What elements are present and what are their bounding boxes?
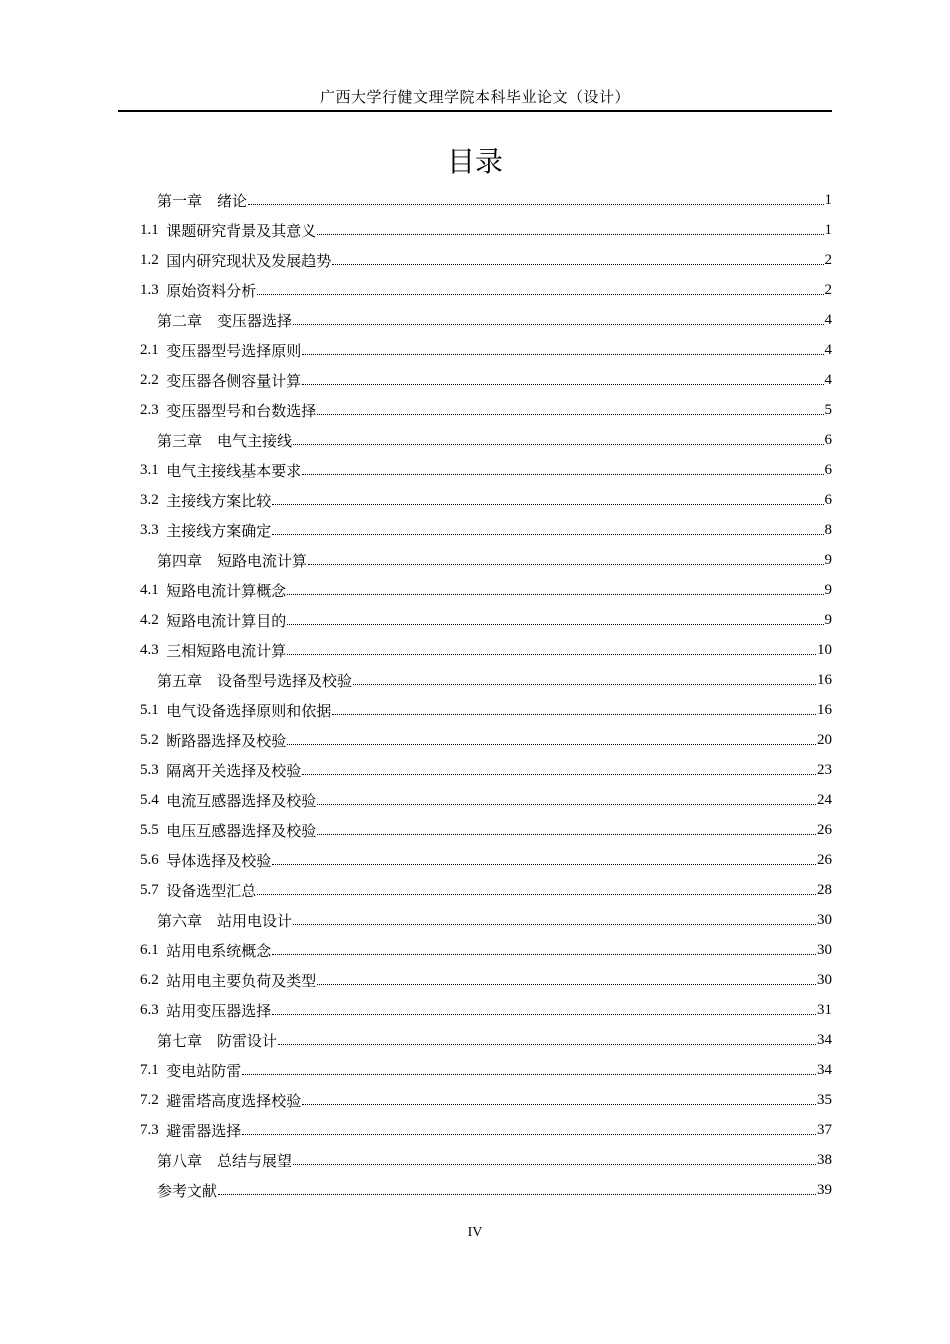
toc-dot-leader	[308, 563, 823, 565]
toc-entry-page: 30	[817, 911, 832, 928]
toc-dot-leader	[332, 713, 816, 715]
toc-dot-leader	[287, 623, 823, 625]
toc-section-entry[interactable]	[0, 635, 950, 665]
toc-entry-page: 6	[824, 461, 832, 478]
toc-entry-title: 避雷器选择	[166, 1123, 242, 1140]
toc-section-entry[interactable]	[0, 335, 950, 365]
toc-entry-number: 第六章	[157, 913, 218, 930]
toc-entry-number: 第五章	[157, 673, 218, 690]
toc-entry-number: 1.3	[140, 281, 167, 298]
toc-dot-leader	[317, 413, 823, 415]
toc-entry-title: 主接线方案确定	[166, 523, 272, 540]
toc-dot-leader	[272, 503, 823, 505]
toc-entry-title: 变压器选择	[217, 313, 293, 330]
toc-entry-number: 第二章	[157, 313, 218, 330]
toc-entry-page: 28	[817, 881, 832, 898]
toc-entry-page: 1	[824, 191, 832, 208]
toc-entry-page: 26	[817, 851, 832, 868]
toc-entry-page: 37	[817, 1121, 832, 1138]
toc-chapter-entry[interactable]	[0, 305, 950, 335]
toc-dot-leader	[242, 1073, 816, 1075]
toc-chapter-entry[interactable]	[0, 425, 950, 455]
toc-entry-number: 4.1	[140, 581, 167, 598]
toc-dot-leader	[293, 323, 823, 325]
toc-entry-number: 2.3	[140, 401, 167, 418]
toc-entry-number: 第一章	[157, 193, 218, 210]
toc-dot-leader	[317, 983, 816, 985]
toc-section-entry[interactable]	[0, 1115, 950, 1145]
toc-entry-title: 国内研究现状及发展趋势	[166, 253, 332, 270]
toc-entry-title: 短路电流计算概念	[166, 583, 287, 600]
toc-section-entry[interactable]	[0, 245, 950, 275]
toc-entry-title: 站用变压器选择	[166, 1003, 272, 1020]
toc-entry-number: 2.1	[140, 341, 167, 358]
toc-entry-number: 6.3	[140, 1001, 167, 1018]
toc-section-entry[interactable]	[0, 515, 950, 545]
page-number: IV	[467, 1225, 483, 1240]
toc-dot-leader	[317, 803, 816, 805]
toc-entry-number: 7.1	[140, 1061, 167, 1078]
toc-entry-title: 变压器各侧容量计算	[166, 373, 302, 390]
toc-entry-page: 4	[824, 371, 832, 388]
toc-dot-leader	[248, 203, 823, 205]
toc-chapter-entry[interactable]	[0, 665, 950, 695]
toc-entry-title: 防雷设计	[217, 1033, 278, 1050]
toc-entry-title: 短路电流计算目的	[166, 613, 287, 630]
toc-section-entry[interactable]	[0, 1085, 950, 1115]
toc-entry-page: 8	[824, 521, 832, 538]
toc-dot-leader	[287, 593, 823, 595]
toc-section-entry[interactable]	[0, 755, 950, 785]
toc-entry-title: 设备选型汇总	[166, 883, 257, 900]
toc-entry-number: 5.4	[140, 791, 167, 808]
toc-entry-title: 短路电流计算	[217, 553, 308, 570]
toc-entry-page: 9	[824, 611, 832, 628]
toc-dot-leader	[302, 1103, 816, 1105]
toc-entry-number: 1.2	[140, 251, 167, 268]
toc-chapter-entry[interactable]	[0, 1145, 950, 1175]
table-of-contents	[0, 185, 950, 1205]
toc-dot-leader	[272, 1013, 816, 1015]
toc-entry-title: 站用电设计	[217, 913, 293, 930]
toc-section-entry[interactable]	[0, 785, 950, 815]
toc-entry-title: 三相短路电流计算	[166, 643, 287, 660]
toc-entry-title: 站用电主要负荷及类型	[166, 973, 317, 990]
toc-entry-number: 5.3	[140, 761, 167, 778]
toc-section-entry[interactable]	[0, 995, 950, 1025]
toc-entry-title: 导体选择及校验	[166, 853, 272, 870]
toc-dot-leader	[257, 293, 823, 295]
toc-section-entry[interactable]	[0, 365, 950, 395]
toc-section-entry[interactable]	[0, 935, 950, 965]
toc-entry-page: 34	[817, 1061, 832, 1078]
toc-dot-leader	[302, 473, 823, 475]
toc-section-entry[interactable]	[0, 485, 950, 515]
toc-entry-title: 绪论	[217, 193, 248, 210]
toc-entry-title: 变电站防雷	[166, 1063, 242, 1080]
toc-section-entry[interactable]	[0, 965, 950, 995]
toc-dot-leader	[332, 263, 823, 265]
toc-entry-page: 39	[817, 1181, 832, 1198]
toc-dot-leader	[278, 1043, 816, 1045]
toc-entry-title: 主接线方案比较	[166, 493, 272, 510]
toc-dot-leader	[287, 743, 816, 745]
toc-dot-leader	[287, 653, 816, 655]
toc-dot-leader	[302, 353, 823, 355]
toc-chapter-entry[interactable]	[0, 1025, 950, 1055]
toc-dot-leader	[257, 893, 816, 895]
toc-entry-page: 1	[824, 221, 832, 238]
toc-dot-leader	[272, 533, 823, 535]
toc-entry-page: 38	[817, 1151, 832, 1168]
toc-dot-leader	[293, 923, 816, 925]
toc-entry-title: 课题研究背景及其意义	[166, 223, 317, 240]
toc-dot-leader	[242, 1133, 816, 1135]
toc-entry-page: 23	[817, 761, 832, 778]
toc-entry-title: 电气主接线基本要求	[166, 463, 302, 480]
toc-entry-title: 变压器型号选择原则	[166, 343, 302, 360]
toc-entry-number: 5.7	[140, 881, 167, 898]
toc-entry-number: 5.2	[140, 731, 167, 748]
toc-entry-page: 6	[824, 431, 832, 448]
running-header: 广西大学行健文理学院本科毕业论文（设计）	[319, 90, 630, 106]
toc-entry-title: 电气设备选择原则和依据	[166, 703, 332, 720]
toc-entry-number: 5.5	[140, 821, 167, 838]
toc-entry-title: 设备型号选择及校验	[217, 673, 353, 690]
toc-entry-title: 站用电系统概念	[166, 943, 272, 960]
toc-entry-number: 6.2	[140, 971, 167, 988]
toc-entry-title: 断路器选择及校验	[166, 733, 287, 750]
toc-dot-leader	[302, 383, 823, 385]
toc-entry-number: 5.6	[140, 851, 167, 868]
toc-entry-page: 31	[817, 1001, 832, 1018]
toc-dot-leader	[302, 773, 816, 775]
toc-entry-number: 7.2	[140, 1091, 167, 1108]
toc-entry-title: 变压器型号和台数选择	[166, 403, 317, 420]
toc-dot-leader	[272, 863, 816, 865]
toc-entry-title: 避雷塔高度选择校验	[166, 1093, 302, 1110]
toc-dot-leader	[317, 233, 823, 235]
toc-entry-number: 3.2	[140, 491, 167, 508]
toc-entry-page: 26	[817, 821, 832, 838]
toc-dot-leader	[293, 443, 823, 445]
page-title: 目录	[446, 145, 503, 178]
toc-dot-leader	[293, 1163, 816, 1165]
toc-entry-page: 6	[824, 491, 832, 508]
toc-section-entry[interactable]	[0, 875, 950, 905]
toc-section-entry[interactable]	[0, 275, 950, 305]
toc-entry-number: 4.2	[140, 611, 167, 628]
toc-chapter-entry[interactable]	[0, 1175, 950, 1205]
toc-entry-page: 30	[817, 941, 832, 958]
toc-dot-leader	[317, 833, 816, 835]
toc-section-entry[interactable]	[0, 395, 950, 425]
toc-entry-page: 16	[817, 701, 832, 718]
toc-entry-number: 第七章	[157, 1033, 218, 1050]
toc-section-entry[interactable]	[0, 605, 950, 635]
toc-entry-page: 9	[824, 551, 832, 568]
toc-section-entry[interactable]	[0, 725, 950, 755]
toc-entry-title: 隔离开关选择及校验	[166, 763, 302, 780]
toc-chapter-entry[interactable]	[0, 545, 950, 575]
toc-entry-page: 5	[824, 401, 832, 418]
header-rule	[118, 110, 832, 112]
toc-entry-number: 7.3	[140, 1121, 167, 1138]
toc-entry-page: 10	[817, 641, 832, 658]
toc-entry-page: 34	[817, 1031, 832, 1048]
toc-entry-title: 电气主接线	[217, 433, 293, 450]
toc-entry-number: 6.1	[140, 941, 167, 958]
toc-entry-page: 9	[824, 581, 832, 598]
toc-section-entry[interactable]	[0, 845, 950, 875]
toc-chapter-entry[interactable]	[0, 185, 950, 215]
toc-section-entry[interactable]	[0, 215, 950, 245]
toc-entry-page: 4	[824, 311, 832, 328]
toc-entry-number: 2.2	[140, 371, 167, 388]
toc-entry-number: 第四章	[157, 553, 218, 570]
toc-entry-page: 2	[824, 251, 832, 268]
toc-entry-page: 24	[817, 791, 832, 808]
toc-entry-title: 参考文献	[157, 1183, 218, 1200]
toc-entry-title: 电压互感器选择及校验	[166, 823, 317, 840]
toc-section-entry[interactable]	[0, 1055, 950, 1085]
toc-chapter-entry[interactable]	[0, 905, 950, 935]
toc-entry-page: 35	[817, 1091, 832, 1108]
toc-entry-title: 总结与展望	[217, 1153, 293, 1170]
toc-section-entry[interactable]	[0, 815, 950, 845]
toc-entry-title: 原始资料分析	[166, 283, 257, 300]
toc-dot-leader	[218, 1193, 816, 1195]
toc-dot-leader	[353, 683, 816, 685]
toc-entry-page: 4	[824, 341, 832, 358]
toc-entry-page: 20	[817, 731, 832, 748]
toc-section-entry[interactable]	[0, 575, 950, 605]
toc-section-entry[interactable]	[0, 695, 950, 725]
toc-entry-page: 2	[824, 281, 832, 298]
toc-entry-number: 第三章	[157, 433, 218, 450]
toc-dot-leader	[272, 953, 816, 955]
toc-entry-number: 第八章	[157, 1153, 218, 1170]
toc-entry-number: 3.1	[140, 461, 167, 478]
toc-entry-page: 30	[817, 971, 832, 988]
toc-entry-title: 电流互感器选择及校验	[166, 793, 317, 810]
toc-entry-number: 4.3	[140, 641, 167, 658]
toc-entry-number: 3.3	[140, 521, 167, 538]
toc-entry-number: 5.1	[140, 701, 167, 718]
toc-section-entry[interactable]	[0, 455, 950, 485]
toc-entry-number: 1.1	[140, 221, 167, 238]
toc-entry-page: 16	[817, 671, 832, 688]
